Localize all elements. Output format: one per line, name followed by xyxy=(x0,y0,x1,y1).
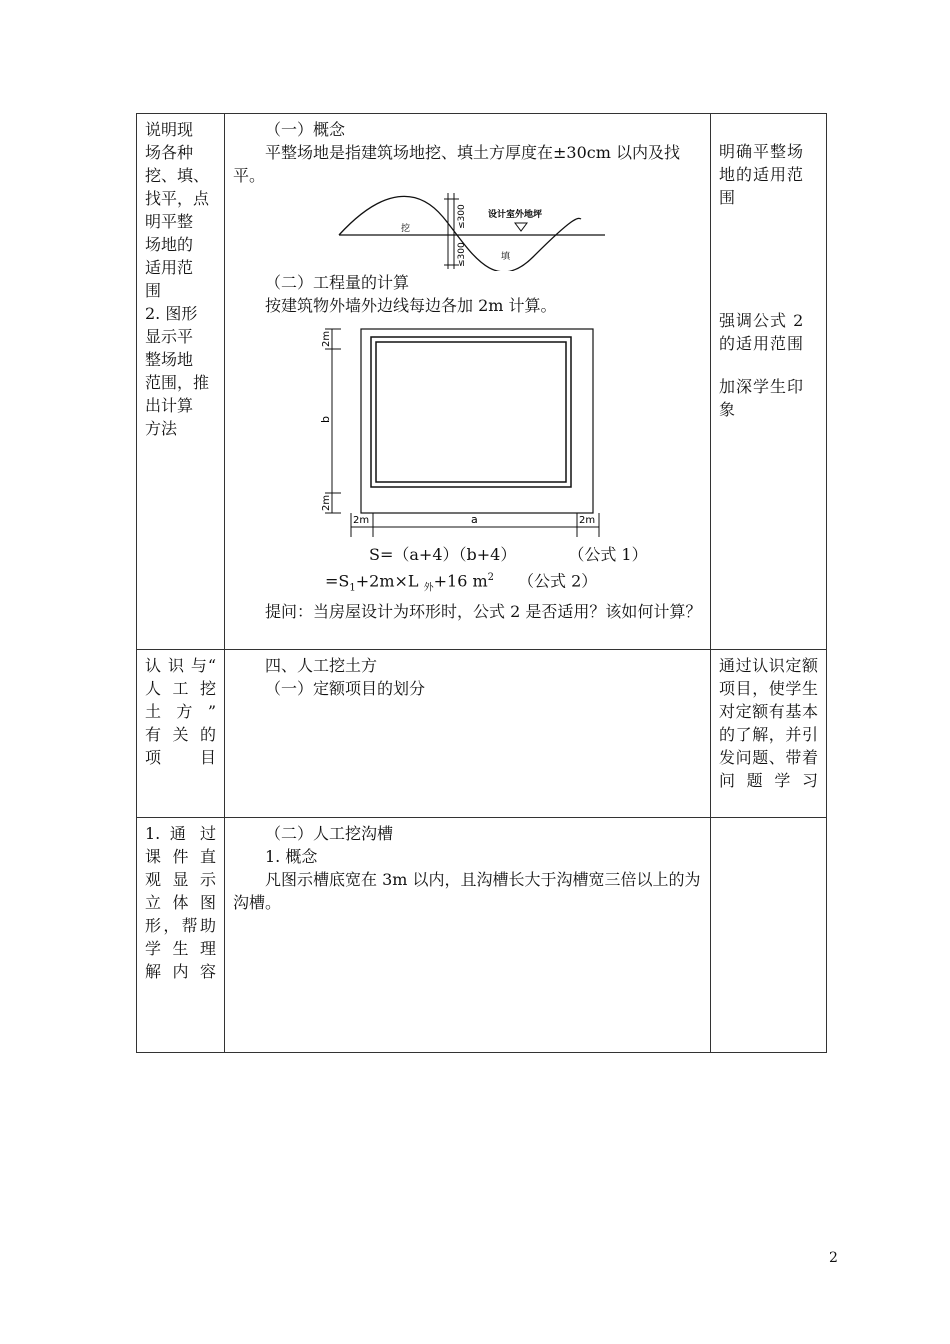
calculation-paragraph: 按建筑物外墙外边线每边各加 2m 计算。 xyxy=(265,296,557,315)
quota-division-heading: （一）定额项目的划分 xyxy=(265,679,426,698)
label-down-300: ≤300 xyxy=(457,242,467,267)
manual-excavation-heading: 四、人工挖土方 xyxy=(265,656,378,675)
row3-right-cell xyxy=(711,818,827,1053)
row1-left-cell xyxy=(137,114,225,650)
label-tian: 填 xyxy=(501,252,511,262)
concept-paragraph: 平整场地是指建筑场地挖、填土方厚度在±30cm 以内及找平。 xyxy=(233,143,680,185)
formula-1-body: S=（a+4）（b+4） xyxy=(369,545,517,564)
dim-a: a xyxy=(471,513,478,526)
row2-left-cell xyxy=(137,650,225,818)
excavation-fill-diagram xyxy=(233,187,703,271)
row2-right-text: 通过认识定额项目，使学生对定额有基本的了解，并引发问题、带着问题学习 xyxy=(719,656,818,790)
lesson-table xyxy=(136,113,827,1053)
formula-2: $=S_1+2m\times L$ $_外$+16 $m^2$ （公式 2） xyxy=(325,571,598,594)
table-row xyxy=(137,818,827,1053)
site-plan-diagram xyxy=(233,317,703,543)
page-number: 2 xyxy=(829,1250,838,1266)
right-note-scope: 明确平整场地的适用范围 xyxy=(719,142,805,207)
question-paragraph: 提问：当房屋设计为环形时，公式 2 是否适用？该如何计算？ xyxy=(265,601,702,621)
formula-1 xyxy=(233,543,702,566)
dim-left-bottom-2m: 2m xyxy=(321,494,332,511)
row3-main-cell xyxy=(225,818,711,1053)
dim-bottom-right-2m: 2m xyxy=(579,515,596,526)
dim-b: b xyxy=(319,416,332,423)
calculation-heading: （二）工程量的计算 xyxy=(265,273,410,292)
right-note-formula2: 强调公式 2 的适用范围 xyxy=(719,311,805,353)
trench-paragraph: 凡图示槽底宽在 3m 以内，且沟槽长大于沟槽宽三倍以上的为沟槽。 xyxy=(233,870,701,912)
formula-2-tag: （公式 2） xyxy=(518,571,598,591)
trench-concept-heading: 1. 概念 xyxy=(265,847,318,866)
table-row xyxy=(137,114,827,650)
label-up-300: ≤300 xyxy=(457,204,467,229)
row1-left-text: 说明现 场各种 挖、填、 找平，点 明平整 场地的 适用范 围 2. 图形 显示平 整场地 范围，推 出计算 方法 xyxy=(145,120,210,438)
row2-left-text: 认 识 与“ 人 工 挖 土 方 ” 有 关 的 项 目 xyxy=(145,656,216,767)
formula-1-tag: （公式 1） xyxy=(568,545,648,564)
row3-left-text: 1. 通 过 课 件 直 观 显 示 立 体 图 形，帮助 学 生 理 解内容 xyxy=(145,824,216,981)
concept-heading: （一）概念 xyxy=(265,120,346,139)
row3-left-cell xyxy=(137,818,225,1053)
dim-bottom-left-2m: 2m xyxy=(353,515,370,526)
row1-main-cell xyxy=(225,114,711,650)
label-wa: 挖 xyxy=(401,224,411,234)
right-note-impression: 加深学生印象 xyxy=(719,377,805,419)
row1-right-cell xyxy=(711,114,827,650)
label-design-grade: 设计室外地坪 xyxy=(488,210,543,220)
row2-right-cell xyxy=(711,650,827,818)
trench-heading: （二）人工挖沟槽 xyxy=(265,824,394,843)
table-row xyxy=(137,650,827,818)
dim-left-top-2m: 2m xyxy=(321,330,332,347)
row2-main-cell xyxy=(225,650,711,818)
